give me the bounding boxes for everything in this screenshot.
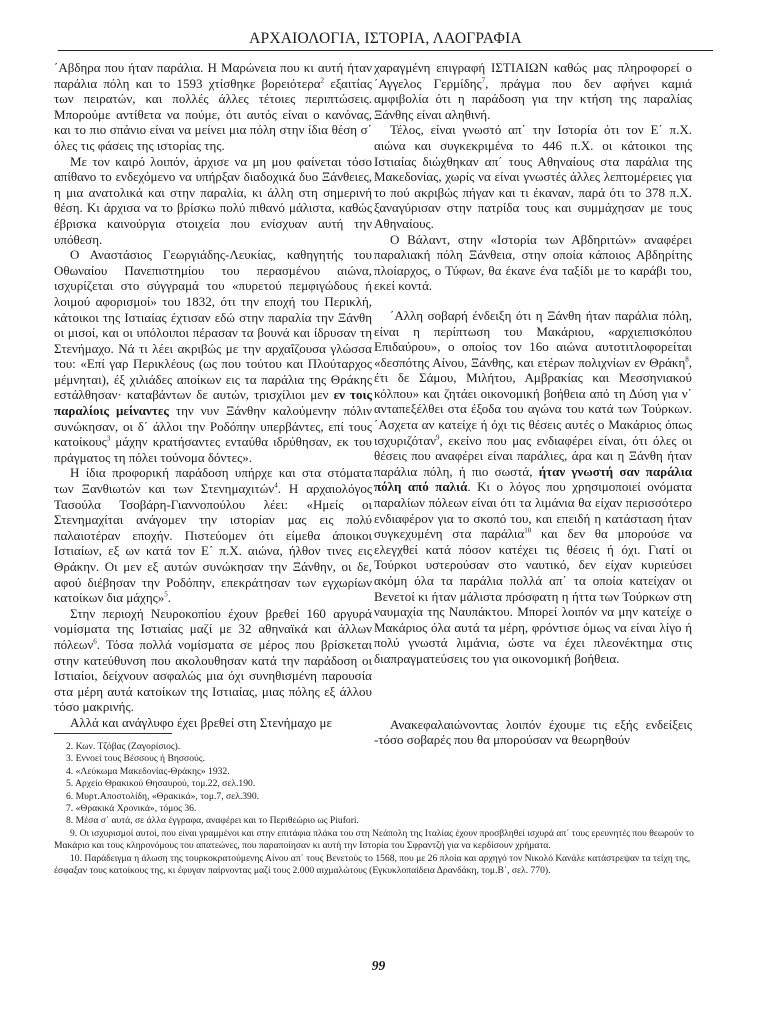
footnote: 3. Εννοεί τους Βέσσους ή Βησσούς.	[66, 753, 205, 765]
bold-phrase: εν τοις παραλίοις μείναντες	[54, 387, 372, 419]
footnote: 6. Μυρτ.Αποστολίδη, «Θρακικά», τομ.7, σελ.390.	[66, 790, 260, 802]
paragraph: Ο Αναστάσιος Γεωργιάδης-Λευκίας, καθηγητής του Οθωναίου Πανεπιστημίου του περασμένου αιώνα, ισχυρίζεται στο σύγγραμά του «πυρετού πεμφιγώδους ή λοιμού αφορισμοί» του 1832, ότι την εποχή του Περικλή, κάτοικοι της Ιστιαίας έχτισαν εδώ στην παραλία την Ξάνθη οι μισοί, και οι υπόλοιποι πέρασαν τα βουνά και ίδρυσαν τη Στενήμαχο. Νά τι λέει ακριβώς με την αρχαΐζουσα γλώσσα του: «Επί γαρ Περικλέους (ως που τούτου και Πλούταρχος μέμνηται), έξ χιλιάδες αποίκων εις τα παράλια της Θράκης εστάλθησαν· καταβάντων δε αυτών, τρισχίλιοι μεν εν τοις παραλίοις μείναντες την νυν Ξάνθην καλούμενην πόλιν συνώκησαν, οι δ΄ άλλοι την Ροδόπην υπερβάντες, επί τους κατοίκους$^3$ μάχην κρατήσαντες ενταύθα ιδρύθησαν, εκ του πράγματος τη πόλει τούνομα δόντες».	[54, 247, 372, 465]
paragraph: Η ίδια προφορική παράδοση υπήρχε και στα στόματα των Ξανθιωτών και των Στενημαχιτών$^4$. Η αρχαιολόγος Τασούλα Τσοβάρη-Γιαννοπούλου λέει: «Ημείς οι Στενημαχίται ανάγομεν την ιστορίαν μας εις πολύ παλαιοτέραν εποχήν. Πιστεύομεν ότι είμεθα άποικοι Ιστιαίων, εξ ων κατά τον Ε΄ π.Χ. αιώνα, ήλθον τινες εις Θράκην. Οι μεν εξ αυτών συνώκησαν την Ξάνθην, οι δε, αφού διέβησαν την Ροδόπην, επεκράτησαν των εγχωρίων κατοίκων δια μάχης»$^5$.	[54, 465, 372, 606]
footnote-ref: 9	[436, 433, 440, 442]
paragraph: Στην περιοχή Νευροκοπίου έχουν βρεθεί 160 αργυρά νομίσματα της Ιστιαίας μαζί με 32 αθηναϊκά και άλλων πόλεων$^6$. Τόσα πολλά νομίσματα σε μέρος που βρίσκεται στην κατεύθυνση που ακολουθησαν κατά την παράδοση οι Ιστιαίοι, δείχνουν ασφαλώς μια όχι συνηθισμένη παρουσία στα μέρη αυτά κατοίκων της Ιστιαίας, μιας πόλης εξ άλλου τόσο μακρινής.	[54, 605, 372, 715]
header-rule	[58, 50, 713, 51]
paragraph: ΄Αλλη σοβαρή ένδειξη ότι η Ξάνθη ήταν παράλια πόλη, είναι η περίπτωση του Μακάριου, «αρχιεπισκόπου Επιδαύρου», ο οποίος τον 16ο αιώνα αυτοτιτλοφορείται «δεσπότης Αίνου, Ξάνθης, και ετέρων πολιχνίων εν Θράκη$^8$, έτι δε Σάμου, Μιλήτου, Αμβρακίας και Μεσσηνιακού κόλπου» και ζητάει οικονομική βοήθεια από τη Δύση για ν΄ ανταπεξέλθει στα έξοδα του αγώνα του κατά των Τούρκων. ΄Ασχετα αν κατείχε ή όχι τις θέσεις αυτές ο Μακάριος όπως ισχυριζόταν$^9$, εκείνο που μας ενδιαφέρει είναι, ότι όλες οι θέσεις που αναφέρει είναι παράλιες, άρα και η Ξάνθη ήταν παράλια πόλη, ή πιο σωστά, ήταν γνωστή σαν παράλια πόλη από παλιά. Κι ο λόγος που χρησιμοποιεί ονόματα παραλίων πόλεων είναι ότι τα λιμάνια θα είχαν περισσότερο ενδιαφέρον για το σκοπό του, και επειδή η κατάσταση ήταν συγκεχυμένη στα παράλια$^{10}$ και δεν θα μπορούσε να ελεγχθεί κατά πόσον κατέχει τις θέσεις ή όχι. Γιατί οι Τούρκοι υστερούσαν στο ναυτικό, δεν είχαν κυριεύσει ακόμη όλα τα παράλια πολλά απ΄ τα οποία κατείχαν οι Βενετοί κι ήταν μάλιστα πρόσφατη η ήττα των Τούρκων στη ναυμαχία της Ναυπάκτου. Μπορεί λοιπόν να μην κατείχε ο Μακάριος όλα αυτά τα μέρη, φρόντισε όμως να είναι λίγο ή πολύ γνωστά λιμάνια, ώστε να έχει πλεονέκτημα στις διαπραγματεύσεις του για οικονομική βοήθεια.	[374, 307, 693, 666]
footnote: 7. «Θρακικά Χρονικά», τόμος 36.	[66, 803, 197, 815]
paragraph: Με τον καιρό λοιπόν, άρχισε να μη μου φαίνεται τόσο απίθανο το ενδεχόμενο να υπήρξαν διαδοχικά δυο Ξάνθειες, η μια ανατολικά και στην παραλία, κι άλλη στη σημερινή θέση. Κι άρχισα να το βρίσκω πολύ πιθανό μάλιστα, καθώς έβρισκα καινούργια στοιχεία που ενίσχυαν αυτή την υπόθεση.	[54, 153, 372, 247]
footnote-ref: 5	[164, 590, 168, 599]
footnote: 2. Κων. Τζόβας (Ζαγορίσιος).	[66, 741, 181, 752]
right-column	[374, 60, 692, 748]
footnote-ref: 2	[320, 76, 325, 85]
footnote: 9. Οι ισχυρισμοί αυτοί, που είναι γραμμένοι και στην επιτάφια πλάκα του στη Νεάπολη της Ιταλίας έχουν προσβληθεί ισχυρά απ΄ τους ερευνητές που θεωρούν το Μακάριο και τους κληρονόμους του απατεώνες, που παραποίησαν κι αυτή την Ιστορία του Σφραντζή για να κερδίσουν χρήματα.	[54, 827, 694, 852]
paragraph: Ανακεφαλαιώνοντας λοιπόν έχουμε τις εξής ενδείξεις -τόσο σοβαρές που θα μπορούσαν να θεωρηθούν	[374, 716, 692, 748]
footnote-rule	[54, 733, 172, 734]
paragraph: Αλλά και ανάγλυφο έχει βρεθεί στη Στενήμαχο με	[70, 714, 332, 730]
footnote-ref: 7	[481, 76, 486, 85]
paragraph: Τέλος, είναι γνωστό απ΄ την Ιστορία ότι τον Ε΄ π.Χ. αιώνα και συγκεκριμένα το 446 π.Χ. οι κάτοικοι της Ιστιαίας διώχθηκαν απ΄ τους Αθηναίους στα παράλια της Μακεδονίας, χωρίς να είναι γνωστές άλλες λεπτομέρειες για το πού ακριβώς πήγαν και τι έκαναν, παρά ότι το 378 π.Χ. ξαναγύρισαν στην πατρίδα τους και συμμάχησαν με τους Αθηναίους.	[374, 122, 692, 231]
running-header: ΑΡΧΑΙΟΛΟΓΙΑ, ΙΣΤΟΡΙΑ, ΛΑΟΓΡΑΦΙΑ	[249, 30, 522, 47]
footnote: 4. «Λεύκωμα Μακεδονίας-Θράκης» 1932.	[66, 765, 230, 777]
bold-phrase: ήταν γνωστή σαν παράλια πόλη από παλιά	[374, 463, 693, 495]
footnote-ref: 3	[106, 434, 111, 443]
footnote: 5. Αρχείο Θρακικού Θησαυρού, τομ.22, σελ.190.	[66, 778, 256, 790]
paragraph: ΄Αβδηρα που ήταν παράλια. Η Μαρώνεια που κι αυτή ήταν παράλια πόλη και το 1593 χτίσθηκε βορειότερα$^2$ εξαιτίας των πειρατών, και πολλές άλλες τέτοιες περιπτώσεις. Μπορούμε αντίθετα να πούμε, ότι αυτός είναι ο κανόνας, και το πιο σπάνιο είναι να μείνει μια πόλη στην ίδια θέση σ΄ όλες τις φάσεις της ιστορίας της.	[54, 60, 372, 153]
footnote: 8. Μέσα σ΄ αυτά, σε άλλα έγγραφα, αναφέρει και το Περιθεώριο ως Piufori.	[66, 815, 359, 827]
footnote-ref: 8	[685, 355, 689, 364]
footnote-ref: 6	[93, 637, 97, 646]
footnotes	[54, 741, 704, 877]
footnote-ref: 10	[524, 526, 532, 535]
left-column	[54, 60, 372, 731]
paragraph: χαραγμένη επιγραφή ΙΣΤΙΑΙΩΝ καθώς μας πληροφορεί ο ΄Αγγελος Γερμίδης$^7$, πράγμα που δεν αφήνει καμιά αμφιβολία ότι η παράδοση για την κτήση της παραλίας Ξάνθης είναι αληθινή.	[374, 60, 692, 122]
footnote: 10. Παράδειγμα η άλωση της τουρκοκρατούμενης Αίνου απ΄ τους Βενετούς το 1568, που με 26 πλοία και αρχηγό τον Νικολό Κανάλε κατάστρεψαν τα τείχη της, έσφαξαν τους κατοίκους της, κι έφυγαν παίρνοντας μαζί τους 2.000 αιχμαλώτους (Εγκυκλοπαίδεια Δρανδάκη, τομ.Β΄, σελ. 770).	[54, 852, 691, 877]
paragraph: Ο Βάλαντ, στην «Ιστορία των Αβδηριτών» αναφέρει παραλιακή πόλη Ξάνθεια, στην οποία κάποιος Αβδηρίτης πλοίαρχος, ο Τύφων, θα έκανε ένα ταξίδι με το καράβι του, εκεί κοντά.	[374, 231, 692, 294]
footnote-ref: 4	[274, 481, 278, 490]
page-number: 99	[371, 958, 386, 973]
